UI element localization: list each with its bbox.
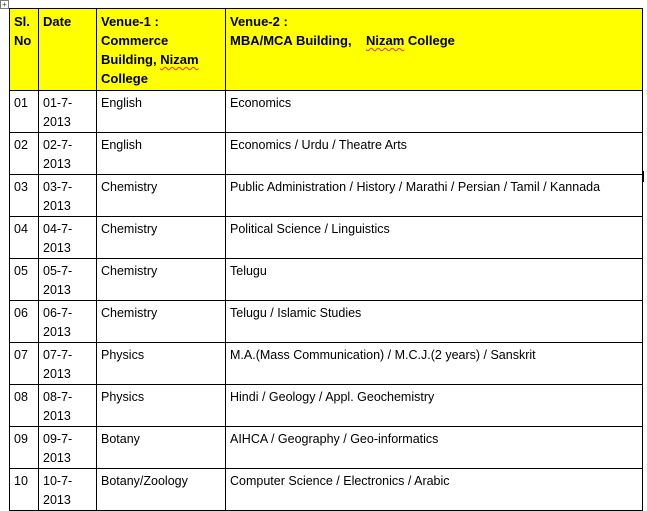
header-venue2-line2b: Nizam bbox=[366, 33, 405, 48]
cell-sl-no: 05 bbox=[10, 259, 39, 301]
cell-date-line2: 2013 bbox=[43, 283, 71, 297]
cell-date bbox=[39, 91, 97, 133]
cell-date bbox=[39, 175, 97, 217]
cell-date-line1: 08-7- bbox=[43, 390, 73, 404]
cell-venue-2: Computer Science / Electronics / Arabic bbox=[226, 469, 643, 511]
cell-date bbox=[39, 259, 97, 301]
cell-venue-1: Botany bbox=[97, 427, 226, 469]
header-venue1-line2: Commerce bbox=[101, 33, 169, 48]
cell-venue-2: Public Administration / History / Marathi / Persian / Tamil / Kannada bbox=[226, 175, 643, 217]
header-venue2-line1: Venue-2 : bbox=[230, 14, 288, 29]
table-row bbox=[10, 133, 643, 175]
cell-date-line2: 2013 bbox=[43, 199, 71, 213]
table-header-row bbox=[10, 9, 643, 91]
table-move-handle-icon[interactable]: + bbox=[0, 0, 9, 9]
header-date bbox=[39, 9, 97, 91]
cell-sl-no: 09 bbox=[10, 427, 39, 469]
cell-date-line2: 2013 bbox=[43, 157, 71, 171]
cell-venue-1: English bbox=[97, 91, 226, 133]
table-body bbox=[10, 91, 643, 511]
table-row bbox=[10, 259, 643, 301]
cell-date-line2: 2013 bbox=[43, 241, 71, 255]
table-row bbox=[10, 91, 643, 133]
cell-date-line2: 2013 bbox=[43, 493, 71, 507]
header-venue-1 bbox=[97, 9, 226, 91]
cell-sl-no: 10 bbox=[10, 469, 39, 511]
table-row bbox=[10, 175, 643, 217]
header-sl-no bbox=[10, 9, 39, 91]
header-venue1-line3a: Building, bbox=[101, 52, 161, 67]
cell-venue-1: English bbox=[97, 133, 226, 175]
cell-sl-no: 08 bbox=[10, 385, 39, 427]
cell-venue-1: Physics bbox=[97, 343, 226, 385]
cell-date-line1: 05-7- bbox=[43, 264, 73, 278]
cell-date bbox=[39, 301, 97, 343]
cell-venue-2: AIHCA / Geography / Geo-informatics bbox=[226, 427, 643, 469]
cell-date-line2: 2013 bbox=[43, 325, 71, 339]
cell-venue-2: Telugu / Islamic Studies bbox=[226, 301, 643, 343]
cell-date-line1: 03-7- bbox=[43, 180, 73, 194]
cell-venue-2: Telugu bbox=[226, 259, 643, 301]
cell-venue-1: Chemistry bbox=[97, 259, 226, 301]
table-row bbox=[10, 301, 643, 343]
cell-sl-no: 03 bbox=[10, 175, 39, 217]
table-row bbox=[10, 385, 643, 427]
cell-date bbox=[39, 385, 97, 427]
cell-venue-1: Physics bbox=[97, 385, 226, 427]
header-venue1-line3b: Nizam bbox=[160, 52, 199, 67]
header-date-label: Date bbox=[43, 14, 72, 29]
table-row bbox=[10, 427, 643, 469]
cell-sl-no: 04 bbox=[10, 217, 39, 259]
cell-date-line1: 01-7- bbox=[43, 96, 73, 110]
header-venue1-line4: College bbox=[101, 71, 148, 86]
cell-date bbox=[39, 343, 97, 385]
table-row bbox=[10, 469, 643, 511]
cell-venue-2: Economics / Urdu / Theatre Arts bbox=[226, 133, 643, 175]
header-venue2-line2c: College bbox=[404, 33, 455, 48]
cell-date-line1: 02-7- bbox=[43, 138, 73, 152]
cell-venue-1: Botany/Zoology bbox=[97, 469, 226, 511]
header-venue1-line1: Venue-1 : bbox=[101, 14, 159, 29]
cell-date bbox=[39, 469, 97, 511]
table-row bbox=[10, 343, 643, 385]
cell-date-line2: 2013 bbox=[43, 367, 71, 381]
cell-date bbox=[39, 217, 97, 259]
header-sl-line1: Sl. bbox=[14, 14, 30, 29]
cell-date-line2: 2013 bbox=[43, 451, 71, 465]
text-cursor-mark bbox=[642, 171, 644, 182]
cell-sl-no: 07 bbox=[10, 343, 39, 385]
cell-date-line1: 07-7- bbox=[43, 348, 73, 362]
header-venue-2 bbox=[226, 9, 643, 91]
cell-date-line1: 10-7- bbox=[43, 474, 73, 488]
cell-date-line1: 04-7- bbox=[43, 222, 73, 236]
cell-venue-2: M.A.(Mass Communication) / M.C.J.(2 years) / Sanskrit bbox=[226, 343, 643, 385]
header-venue2-line2a: MBA/MCA Building, bbox=[230, 33, 366, 48]
cell-venue-1: Chemistry bbox=[97, 175, 226, 217]
cell-date-line1: 06-7- bbox=[43, 306, 73, 320]
cell-sl-no: 01 bbox=[10, 91, 39, 133]
cell-sl-no: 02 bbox=[10, 133, 39, 175]
cell-venue-1: Chemistry bbox=[97, 301, 226, 343]
cell-venue-1: Chemistry bbox=[97, 217, 226, 259]
cell-date bbox=[39, 427, 97, 469]
cell-sl-no: 06 bbox=[10, 301, 39, 343]
cell-date-line2: 2013 bbox=[43, 115, 71, 129]
table-row bbox=[10, 217, 643, 259]
exam-schedule-table bbox=[9, 8, 643, 511]
cell-venue-2: Economics bbox=[226, 91, 643, 133]
cell-date bbox=[39, 133, 97, 175]
cell-venue-2: Political Science / Linguistics bbox=[226, 217, 643, 259]
cell-venue-2: Hindi / Geology / Appl. Geochemistry bbox=[226, 385, 643, 427]
cell-date-line2: 2013 bbox=[43, 409, 71, 423]
cell-date-line1: 09-7- bbox=[43, 432, 73, 446]
header-sl-line2: No bbox=[14, 33, 32, 48]
